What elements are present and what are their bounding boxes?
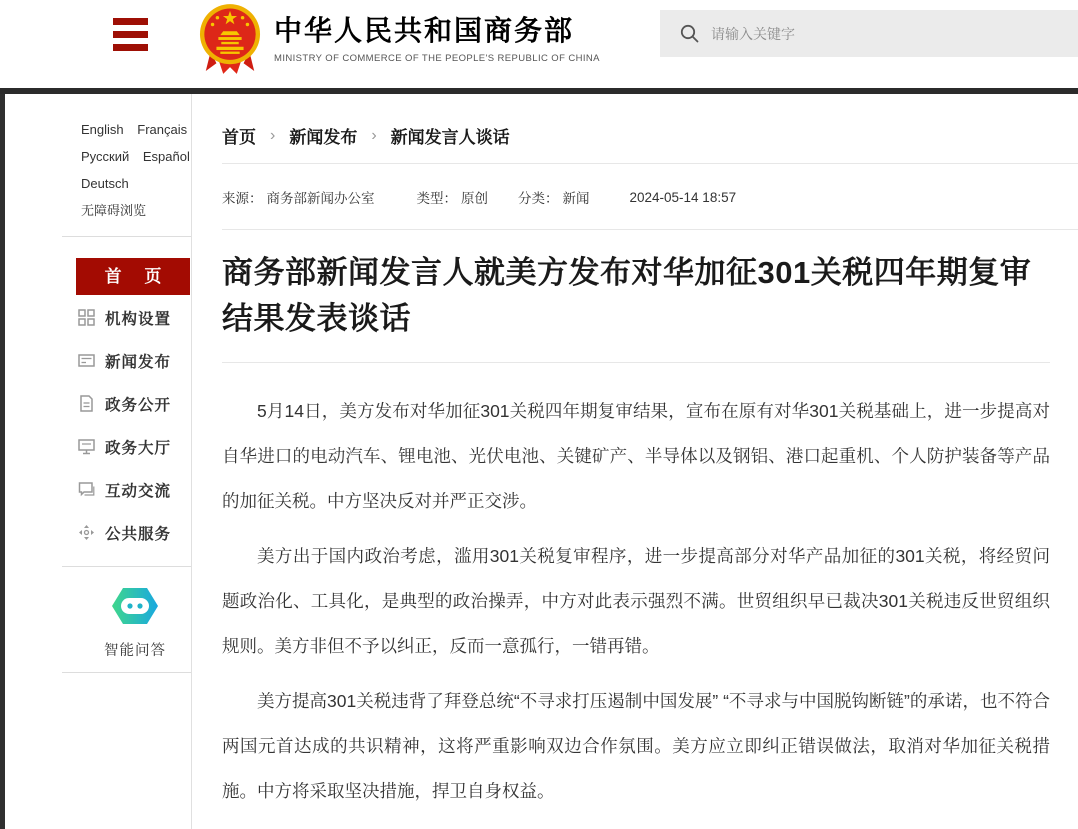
meta-category: 分类： 新闻 [518, 191, 590, 206]
sidebar-item-label: 公共服务 [105, 525, 172, 543]
smart-qa-label: 智能问答 [104, 643, 166, 659]
document-icon [78, 395, 95, 412]
article-title: 商务部新闻发言人就美方发布对华加征301关税四年期复审结果发表谈话 [222, 255, 1032, 336]
sidebar-nav [5, 296, 191, 554]
sidebar-item-xinwenfabu[interactable] [5, 339, 191, 382]
breadcrumb [222, 123, 1050, 148]
site-subtitle: MINISTRY OF COMMERCE OF THE PEOPLE'S REPUBLIC OF CHINA [274, 53, 600, 64]
chat-icon [78, 481, 95, 498]
sidebar-home-button[interactable]: 首 页 [76, 258, 190, 295]
breadcrumb-spokesperson-remarks[interactable]: 新闻发言人谈话 [390, 128, 510, 147]
breadcrumb-divider [222, 163, 1078, 164]
sidebar-item-zhengwudating[interactable] [5, 425, 191, 468]
site-header [0, 0, 1078, 88]
sidebar-item-label: 机构设置 [105, 310, 172, 328]
language-switcher [5, 94, 191, 224]
monitor-icon [78, 438, 95, 455]
title-divider [222, 362, 1050, 363]
sidebar-item-label: 新闻发布 [105, 353, 172, 371]
sidebar-item-label: 政务大厅 [105, 439, 172, 457]
search-bar [660, 10, 1078, 57]
sidebar-divider [62, 672, 191, 673]
chevron-right-icon: › [270, 126, 276, 144]
sidebar-item-jigoushezhi[interactable] [5, 296, 191, 339]
search-icon [680, 24, 699, 43]
menu-icon[interactable] [113, 18, 148, 51]
article-paragraph: 美方出于国内政治考虑，滥用301关税复审程序，进一步提高部分对华产品加征的301关税，将经贸问题政治化、工具化，是典型的政治操弄，中方对此表示强烈不满。世贸组织早已裁决301关税违反世贸组织规则。美方非但不予以纠正，反而一意孤行，一错再错。 [222, 546, 1050, 656]
article-meta [222, 187, 1050, 207]
sidebar-item-label: 互动交流 [105, 482, 172, 500]
breadcrumb-home[interactable]: 首页 [222, 128, 256, 147]
article-body [222, 389, 1050, 814]
meta-datetime: 2024-05-14 18:57 [629, 189, 737, 205]
meta-type: 类型： 原创 [416, 191, 488, 206]
meta-divider [222, 229, 1078, 230]
sidebar-divider [62, 236, 191, 237]
article-paragraph: 美方提高301关税违背了拜登总统“不寻求打压遏制中国发展” “不寻求与中国脱钩断链”的承诺，也不符合两国元首达成的共识精神，这将严重影响双边合作氛围。美方应立即纠正错误做法，取消对华加征关税措施。中方将采取坚决措施，捍卫自身权益。 [222, 691, 1050, 801]
sidebar-item-gonggongfuwu[interactable] [5, 511, 191, 554]
national-emblem-logo [199, 3, 261, 75]
site-title: 中华人民共和国商务部 [274, 15, 575, 46]
smart-qa-entry[interactable] [76, 567, 194, 660]
sidebar [5, 94, 192, 829]
accessibility-link[interactable]: 无障碍浏览 [81, 203, 147, 218]
article-paragraph: 5月14日，美方发布对华加征301关税四年期复审结果，宣布在原有对华301关税基础上，进一步提高对自华进口的电动汽车、锂电池、光伏电池、关键矿产、半导体以及钢铝、港口起重机、个人防护装备等产品的加征关税。中方坚决反对并严正交涉。 [222, 401, 1050, 511]
breadcrumb-news[interactable]: 新闻发布 [289, 128, 358, 147]
lang-link-deutsch[interactable]: Deutsch [81, 176, 129, 191]
lang-link-espanol[interactable]: Español [142, 149, 190, 164]
services-icon [78, 524, 95, 541]
lang-link-francais[interactable]: Français [137, 122, 188, 137]
search-input[interactable] [711, 26, 1051, 42]
sidebar-item-label: 政务公开 [105, 396, 172, 414]
org-grid-icon [78, 309, 95, 326]
lang-link-english[interactable]: English [81, 122, 124, 137]
site-title-block [274, 13, 600, 64]
sidebar-item-hudongjiaoliu[interactable] [5, 468, 191, 511]
newspaper-icon [78, 352, 95, 369]
lang-link-russian[interactable]: Русский [81, 149, 130, 164]
chatbot-icon [111, 587, 159, 625]
chevron-right-icon: › [371, 126, 377, 144]
sidebar-item-zhengwugongkai[interactable] [5, 382, 191, 425]
meta-source: 来源： 商务部新闻办公室 [222, 191, 375, 206]
main-content [192, 94, 1078, 829]
